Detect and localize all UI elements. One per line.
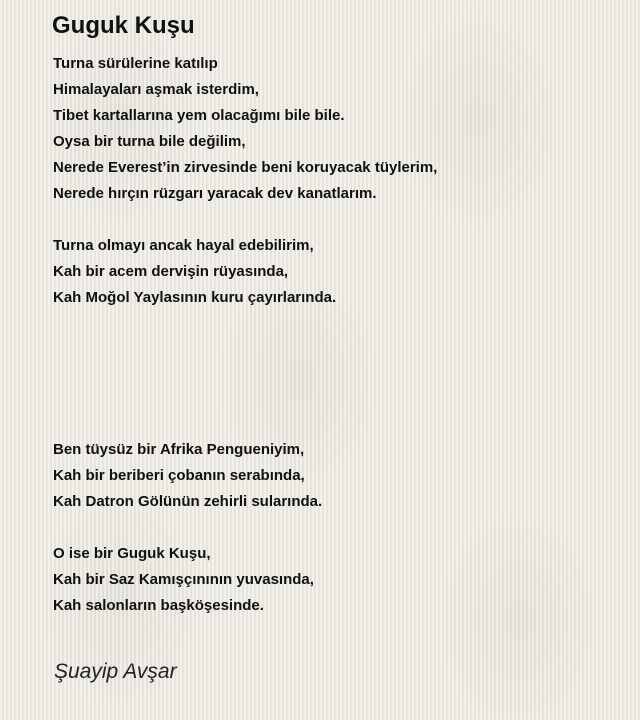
stanza-4 [53, 541, 314, 619]
poem-line: Kah Datron Gölünün zehirli sularında. [53, 493, 323, 510]
poem-line: Oysa bir turna bile değilim, [53, 133, 246, 150]
poem-line: Turna olmayı ancak hayal edebilirim, [53, 237, 314, 254]
poem-line: Turna sürülerine katılıp [53, 55, 218, 72]
poem-line: Nerede hırçın rüzgarı yaracak dev kanatlarım. [53, 185, 377, 202]
poem-line: Kah salonların başköşesinde. [53, 597, 264, 614]
poem-author: Şuayip Avşar [54, 660, 177, 683]
poem-line: Kah bir beriberi çobanın serabında, [53, 467, 305, 484]
stanza-2 [53, 233, 336, 311]
poem-line: Kah bir Saz Kamışçınının yuvasında, [53, 571, 314, 588]
poem-line: Ben tüysüz bir Afrika Pengueniyim, [53, 441, 305, 458]
poem-line: O ise bir Guguk Kuşu, [53, 545, 211, 562]
stanza-3 [53, 437, 322, 515]
poem-line: Tibet kartallarına yem olacağımı bile bile. [53, 107, 345, 124]
stanza-1 [53, 51, 437, 207]
poem-line: Kah Moğol Yaylasının kuru çayırlarında. [53, 289, 337, 306]
poem-line: Kah bir acem dervişin rüyasında, [53, 263, 289, 280]
poem-line: Himalayaları aşmak isterdim, [53, 81, 259, 98]
poem-title: Guguk Kuşu [52, 12, 195, 39]
poem-line: Nerede Everest’in zirvesinde beni koruyacak tüylerim, [53, 159, 438, 176]
